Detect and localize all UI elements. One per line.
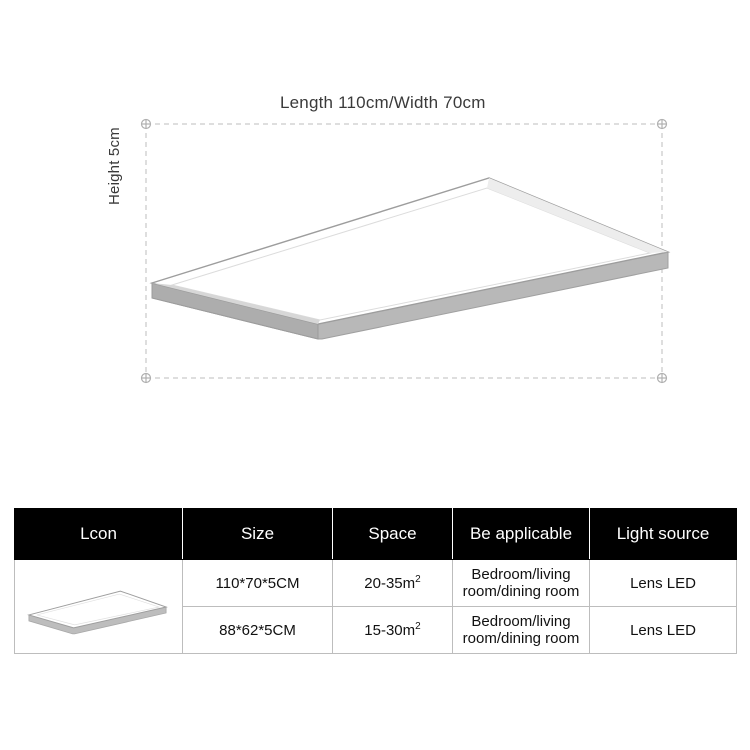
column-header-light-source: Light source [590, 509, 737, 560]
cell-applicable-line1: Bedroom/living [471, 612, 571, 630]
table-header-row [15, 509, 737, 560]
product-thumbnail-cell [15, 560, 183, 654]
length-dimension-label: Length 110cm/Width 70cm [280, 93, 486, 112]
cell-applicable-line2: room/dining room [462, 630, 580, 647]
column-header-space: Space [333, 509, 453, 560]
cell-applicable [453, 607, 590, 654]
table-row [15, 560, 737, 607]
cell-space-unit: m [402, 575, 416, 592]
column-header-applicable: Be applicable [453, 509, 590, 560]
cell-space [333, 560, 453, 607]
cell-space-superscript: 2 [415, 574, 421, 585]
cell-space-value: 20-35 [364, 575, 403, 592]
product-illustration [152, 178, 668, 339]
cell-applicable-line1: Bedroom/living [471, 565, 571, 583]
height-dimension-label: Height 5cm [106, 127, 123, 205]
cell-light-source: Lens LED [590, 607, 737, 654]
column-header-icon: Lcon [15, 509, 183, 560]
specification-table [14, 508, 737, 654]
cell-space-value: 15-30 [364, 622, 403, 639]
column-header-size: Size [183, 509, 333, 560]
cell-space-superscript: 2 [415, 621, 421, 632]
cell-size: 110*70*5CM [183, 560, 333, 607]
cell-space-unit: m [402, 622, 416, 639]
product-thumbnail-icon [15, 563, 182, 651]
cell-size: 88*62*5CM [183, 607, 333, 654]
cell-light-source: Lens LED [590, 560, 737, 607]
cell-space [333, 607, 453, 654]
cell-applicable-line2: room/dining room [462, 583, 580, 600]
cell-applicable [453, 560, 590, 607]
